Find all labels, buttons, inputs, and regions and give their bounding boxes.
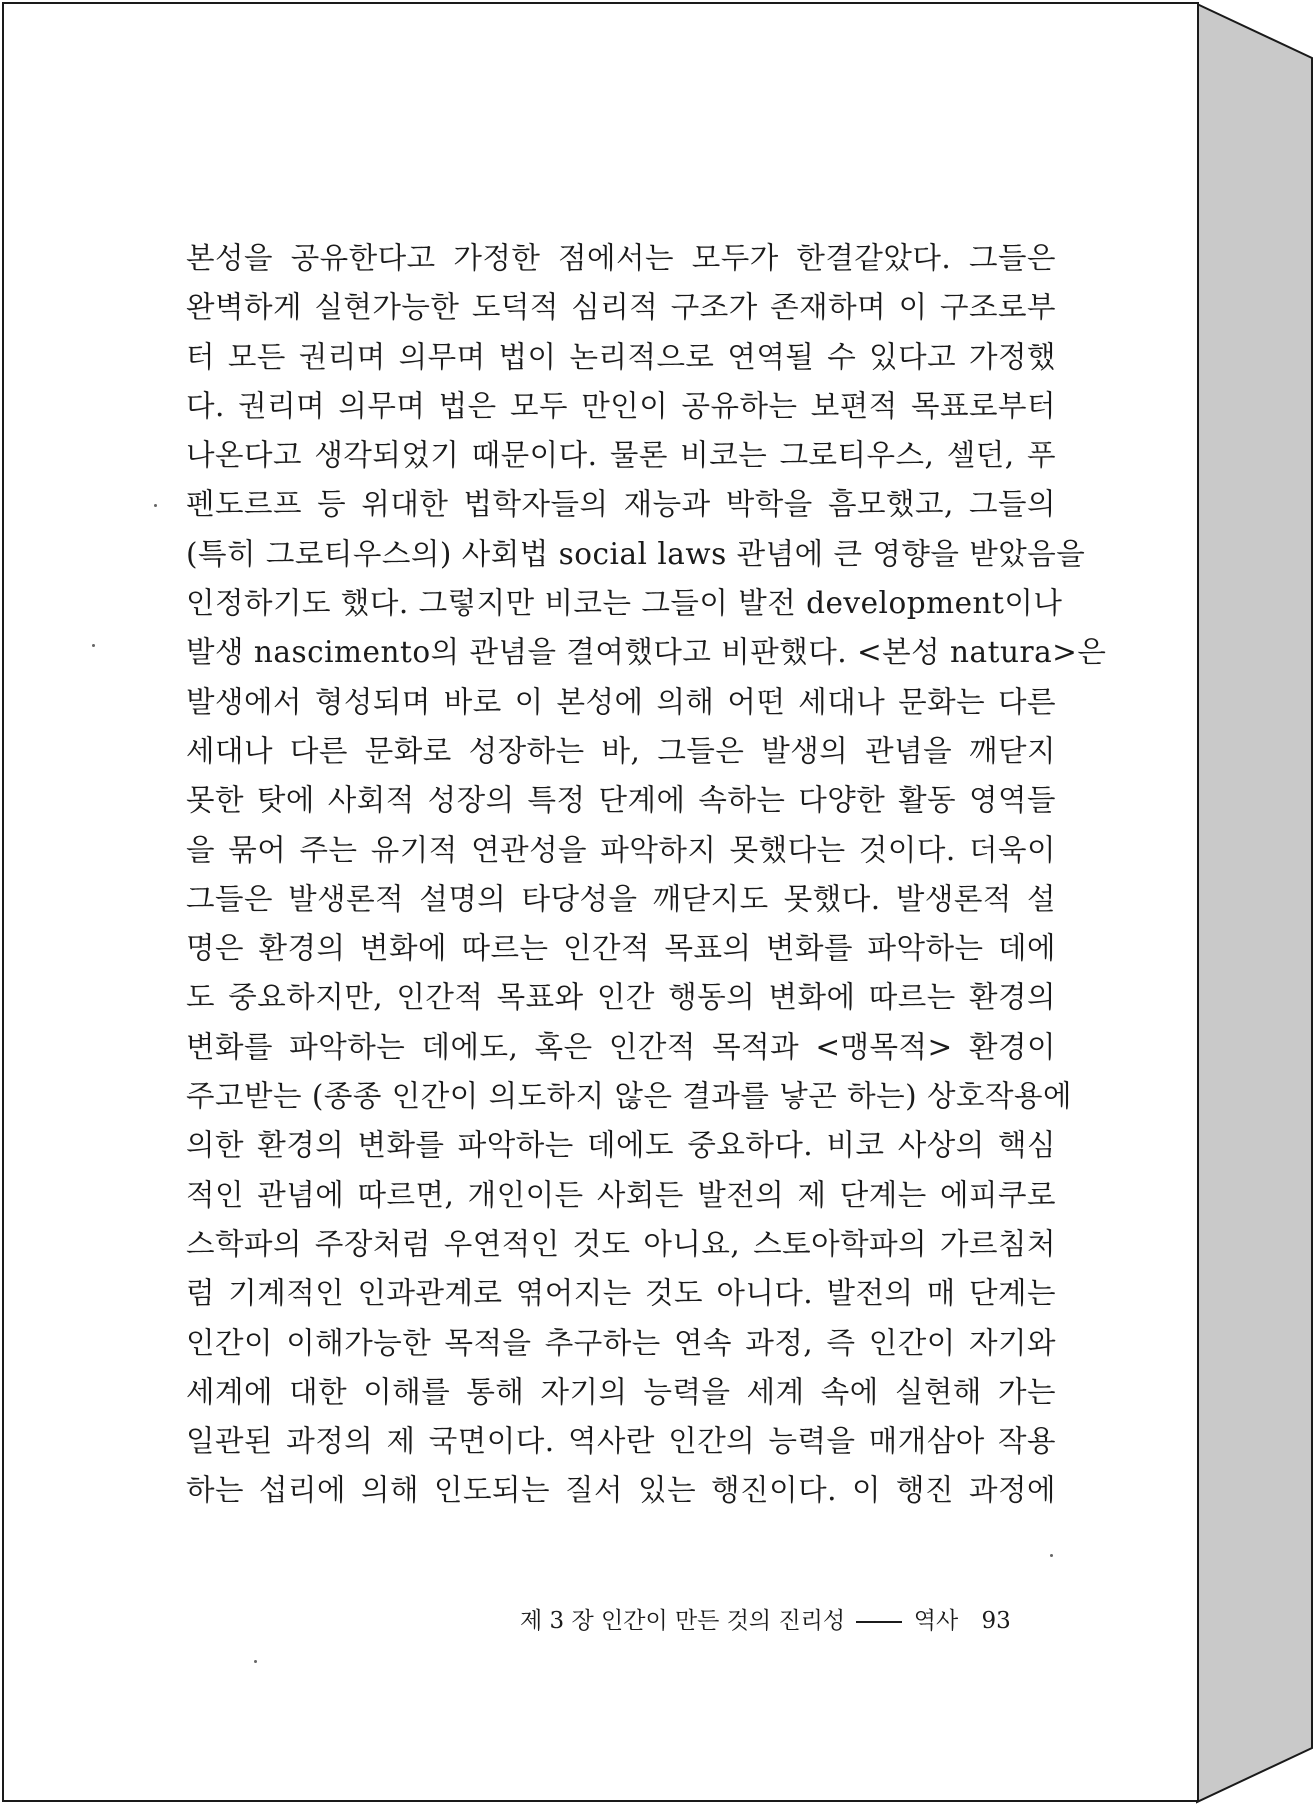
scan-speck (92, 644, 95, 647)
text-line: 하는 섭리에 의해 인도되는 질서 있는 행진이다. 이 행진 과정에 (186, 1473, 1056, 1508)
text-line: 의한 환경의 변화를 파악하는 데에도 중요하다. 비코 사상의 핵심 (186, 1128, 1056, 1163)
scan-speck (154, 504, 157, 507)
text-line: 도 중요하지만, 인간적 목표와 인간 행동의 변화에 따르는 환경의 (186, 980, 1056, 1015)
text-line: 주고받는 (종종 인간이 의도하지 않은 결과를 낳곤 하는) 상호작용에 (186, 1079, 1072, 1114)
chapter-title: 제 3 장 인간이 만든 것의 진리성 (520, 1608, 846, 1634)
text-line: 완벽하게 실현가능한 도덕적 심리적 구조가 존재하며 이 구조로부 (186, 290, 1056, 325)
text-line: 을 묶어 주는 유기적 연관성을 파악하지 못했다는 것이다. 더욱이 (186, 832, 1056, 867)
scan-speck (254, 1660, 257, 1663)
text-line: 못한 탓에 사회적 성장의 특정 단계에 속하는 다양한 활동 영역들 (186, 783, 1056, 818)
em-dash-rule (856, 1621, 902, 1623)
text-line: 터 모든 권리며 의무며 법이 논리적으로 연역될 수 있다고 가정했 (186, 339, 1056, 374)
text-line: 세계에 대한 이해를 통해 자기의 능력을 세계 속에 실현해 가는 (186, 1374, 1056, 1409)
scan-speck (1050, 1554, 1053, 1557)
text-line: (특히 그로티우스의) 사회법 social laws 관념에 큰 영향을 받았음을 (186, 536, 1086, 571)
text-line: 발생에서 형성되며 바로 이 본성에 의해 어떤 세대나 문화는 다른 (186, 684, 1056, 719)
text-line: 펜도르프 등 위대한 법학자들의 재능과 박학을 흠모했고, 그들의 (186, 487, 1056, 522)
text-line: 세대나 다른 문화로 성장하는 바, 그들은 발생의 관념을 깨닫지 (186, 733, 1056, 768)
text-line: 나온다고 생각되었기 때문이다. 물론 비코는 그로티우스, 셀던, 푸 (186, 438, 1056, 473)
text-line: 일관된 과정의 제 국면이다. 역사란 인간의 능력을 매개삼아 작용 (186, 1424, 1056, 1459)
text-line: 인간이 이해가능한 목적을 추구하는 연속 과정, 즉 인간이 자기와 (186, 1325, 1056, 1360)
text-line: 적인 관념에 따르면, 개인이든 사회든 발전의 제 단계는 에피쿠로 (186, 1177, 1056, 1212)
text-line: 그들은 발생론적 설명의 타당성을 깨닫지도 못했다. 발생론적 설 (186, 881, 1056, 916)
text-line: 다. 권리며 의무며 법은 모두 만인이 공유하는 보편적 목표로부터 (186, 388, 1056, 423)
page-number: 93 (981, 1608, 1011, 1634)
body-text (186, 234, 1107, 1516)
section-title: 역사 (913, 1608, 959, 1634)
text-line: 본성을 공유한다고 가정한 점에서는 모두가 한결같았다. 그들은 (186, 241, 1056, 275)
text-line: 럼 기계적인 인과관계로 엮어지는 것도 아니다. 발전의 매 단계는 (186, 1276, 1056, 1311)
text-line: 변화를 파악하는 데에도, 혹은 인간적 목적과 <맹목적> 환경이 (186, 1029, 1056, 1064)
text-line: 스학파의 주장처럼 우연적인 것도 아니요, 스토아학파의 가르침처 (186, 1226, 1056, 1261)
text-line: 인정하기도 했다. 그렇지만 비코는 그들이 발전 development이나 (186, 586, 1063, 621)
text-line: 발생 nascimento의 관념을 결여했다고 비판했다. <본성 natura>은 (186, 635, 1107, 670)
running-footer (520, 1602, 1020, 1642)
text-line: 명은 환경의 변화에 따르는 인간적 목표의 변화를 파악하는 데에 (186, 931, 1056, 966)
